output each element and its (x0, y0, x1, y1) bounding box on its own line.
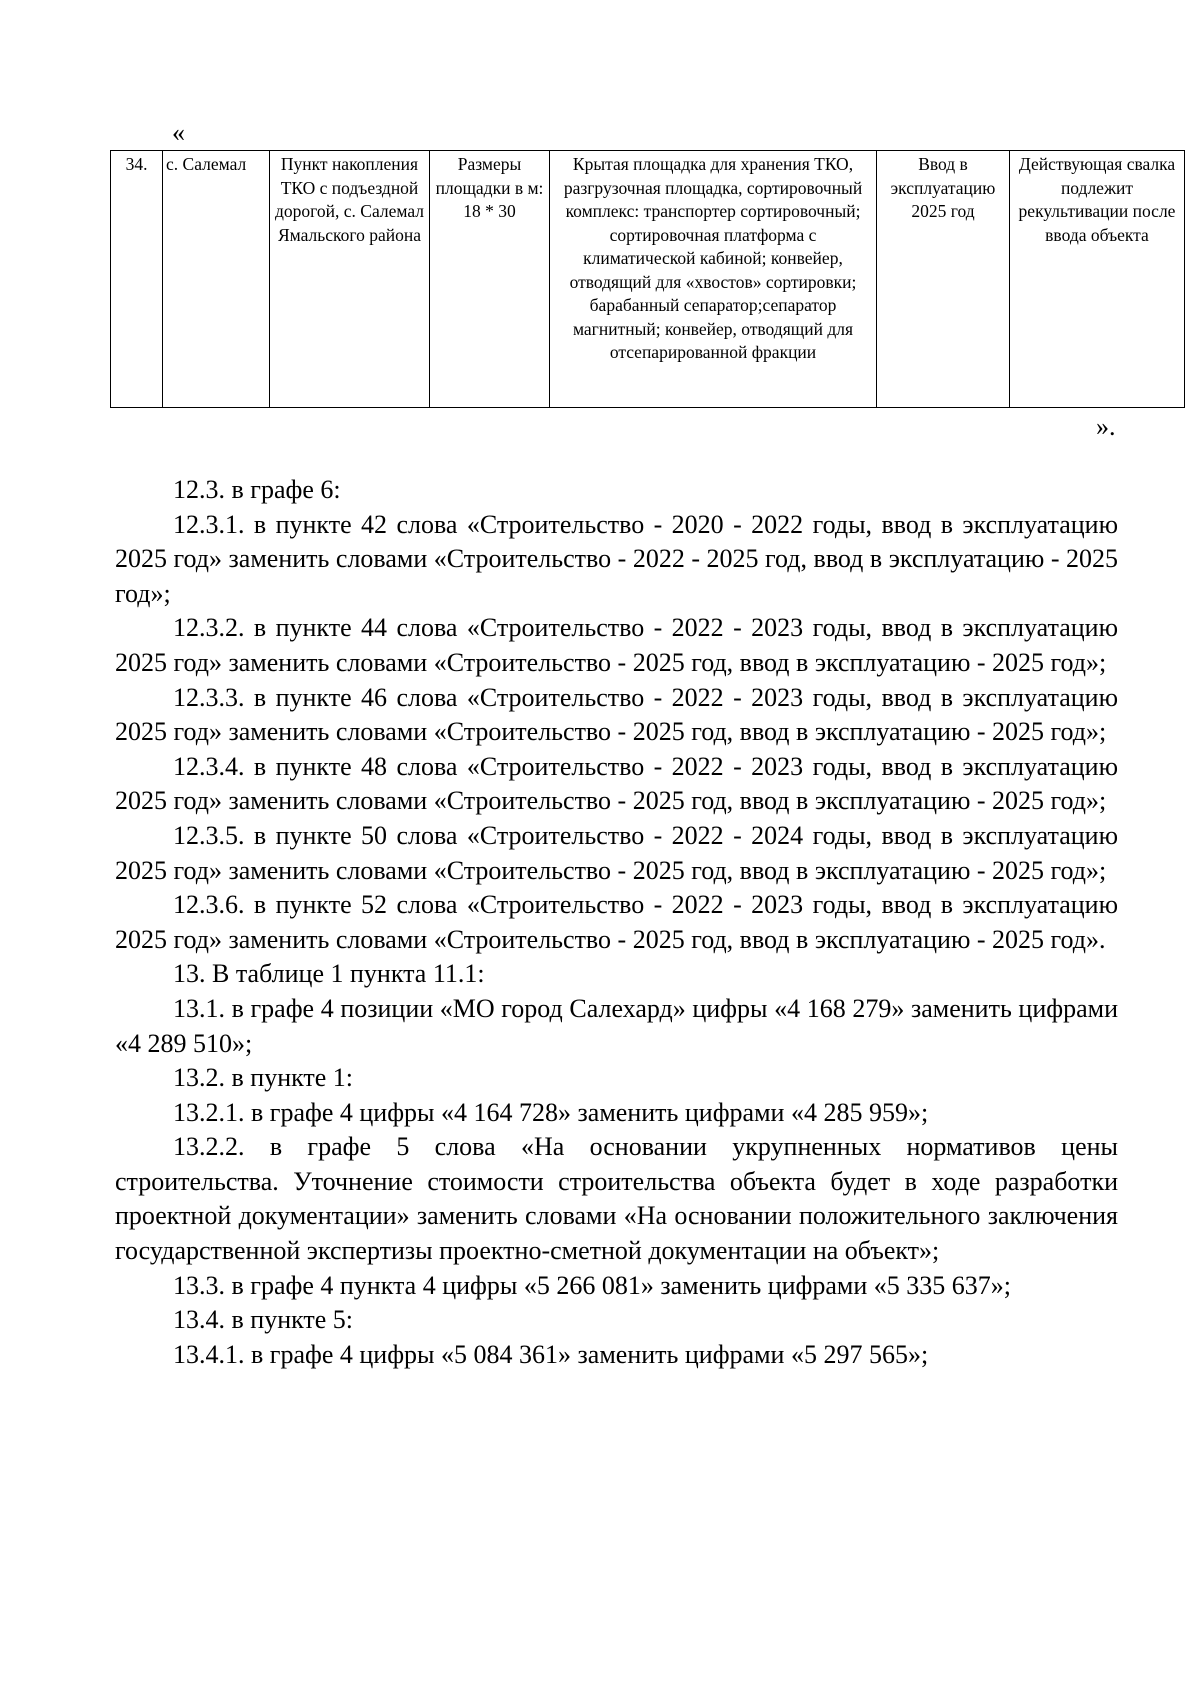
table-row (111, 151, 1185, 408)
table-cell-object: Пункт накопления ТКО с подъездной дорогой, с. Салемал Ямальского района (270, 151, 430, 408)
amendment-table (110, 150, 1185, 408)
paragraph: 12.3.5. в пункте 50 слова «Строительство - 2022 - 2024 годы, ввод в эксплуатацию 2025 год» заменить словами «Строительство - 2025 год, ввод в эксплуатацию - 2025 год»; (115, 820, 1118, 885)
paragraph: 13.3. в графе 4 пункта 4 цифры «5 266 081» заменить цифрами «5 335 637»; (173, 1270, 1012, 1300)
document-body (115, 473, 1118, 1372)
paragraph: 12.3.1. в пункте 42 слова «Строительство - 2020 - 2022 годы, ввод в эксплуатацию 2025 год» заменить словами «Строительство - 2022 - 2025 год, ввод в эксплуатацию - 2025 год»; (115, 509, 1118, 608)
table-cell-settlement: с. Салемал (163, 151, 270, 408)
close-quote: ». (1096, 412, 1116, 441)
paragraph: 12.3.3. в пункте 46 слова «Строительство - 2022 - 2023 годы, ввод в эксплуатацию 2025 год» заменить словами «Строительство - 2025 год, ввод в эксплуатацию - 2025 год»; (115, 682, 1118, 747)
paragraph: 12.3.4. в пункте 48 слова «Строительство - 2022 - 2023 годы, ввод в эксплуатацию 2025 год» заменить словами «Строительство - 2025 год, ввод в эксплуатацию - 2025 год»; (115, 751, 1118, 816)
open-quote: « (172, 118, 185, 147)
paragraph: 13.4.1. в графе 4 цифры «5 084 361» заменить цифрами «5 297 565»; (173, 1339, 929, 1369)
paragraph: 13.2.1. в графе 4 цифры «4 164 728» заменить цифрами «4 285 959»; (173, 1097, 929, 1127)
paragraph: 13.2. в пункте 1: (173, 1063, 354, 1093)
table-cell-number: 34. (111, 151, 163, 408)
paragraph: 12.3. в графе 6: (173, 475, 341, 504)
table-cell-commissioning: Ввод в эксплуатацию 2025 год (877, 151, 1010, 408)
table-cell-size: Размеры площадки в м: 18 * 30 (430, 151, 550, 408)
paragraph: 13.2.2. в графе 5 слова «На основании укрупненных нормативов цены строительства. Уточнение стоимости строительства объекта будет в ходе разработки проектной документации» заменить словами «На основании положительного заключения государственной экспертизы проектно-сметной документации на объект»; (115, 1132, 1118, 1266)
paragraph: 13.1. в графе 4 позиции «МО город Салехард» цифры «4 168 279» заменить цифрами «4 289 510»; (115, 993, 1118, 1058)
table-cell-equipment: Крытая площадка для хранения ТКО, разгрузочная площадка, сортировочный комплекс: транспортер сортировочный; сортировочная платформа с климатической кабиной; конвейер, отводящий для «хвостов» сортировки; барабанный сепаратор;сепаратор магнитный; конвейер, отводящий для отсепарированной фракции (550, 151, 877, 408)
paragraph: 13.4. в пункте 5: (173, 1305, 354, 1335)
paragraph: 12.3.6. в пункте 52 слова «Строительство - 2022 - 2023 годы, ввод в эксплуатацию 2025 год» заменить словами «Строительство - 2025 год, ввод в эксплуатацию - 2025 год». (115, 890, 1118, 954)
table-cell-note: Действующая свалка подлежит рекультивации после ввода объекта (1010, 151, 1185, 408)
paragraph: 13. В таблице 1 пункта 11.1: (173, 959, 485, 989)
paragraph: 12.3.2. в пункте 44 слова «Строительство - 2022 - 2023 годы, ввод в эксплуатацию 2025 год» заменить словами «Строительство - 2025 год, ввод в эксплуатацию - 2025 год»; (115, 613, 1118, 677)
